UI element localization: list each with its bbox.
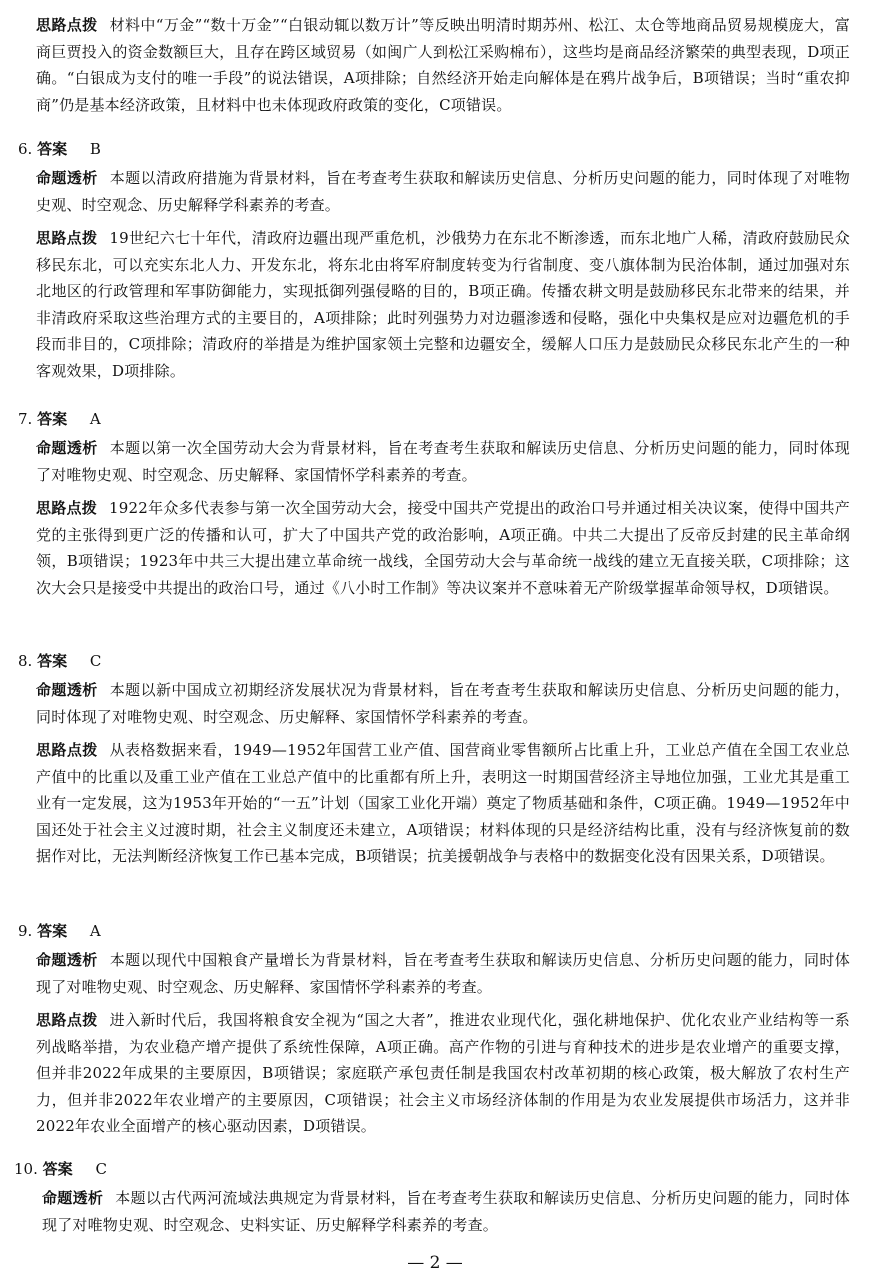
section-label: 思路点拨 (36, 1011, 98, 1029)
paragraph-text: 从表格数据来看，1949—1952年国营工业产值、国营商业零售额所占比重上升，工业总产值在全国工农业总产值中的比重以及重工业产值在工业总产值中的比重都有所上升，表明这一时期国营经济主导地位加强，工业尤其是重工业有一定发展，这为1953年开始的“一五”计划（国家工业化开端）奠定了物质基础和条件，C项正确。1949—1952年中国还处于社会主义过渡时期，社会主义制度还未建立，A项错误；材料体现的只是经济结构比重，没有与经济恢复前的数据作对比，无法判断经济恢复工作已基本完成，B项错误；抗美援朝战争与表格中的数据变化没有因果关系，D项错误。 (36, 741, 850, 865)
section-label: 命题透析 (36, 439, 98, 457)
analysis-paragraph (42, 1185, 850, 1238)
answer-value: B (89, 140, 101, 158)
answer-line (18, 406, 101, 432)
question-number: 10. (14, 1160, 38, 1178)
section-label: 思路点拨 (36, 229, 98, 247)
question-number: 7. (18, 410, 33, 428)
section-label: 命题透析 (36, 951, 98, 969)
section-label: 命题透析 (42, 1189, 104, 1207)
answer-line (18, 648, 101, 674)
analysis-paragraph (36, 1007, 850, 1140)
section-label: 思路点拨 (36, 499, 98, 517)
answer-label: 答案 (37, 410, 68, 428)
analysis-paragraph (36, 947, 850, 1000)
analysis-paragraph (36, 435, 850, 488)
analysis-paragraph (36, 165, 850, 218)
answer-value: A (89, 410, 101, 428)
analysis-paragraph (36, 12, 850, 118)
answer-value: A (89, 922, 101, 940)
paragraph-text: 1922年众多代表参与第一次全国劳动大会，接受中国共产党提出的政治口号并通过相关决议案，使得中国共产党的主张得到更广泛的传播和认可，扩大了中国共产党的政治影响，A项正确。中共二大提出了反帝反封建的民主革命纲领，B项错误；1923年中共三大提出建立革命统一战线，全国劳动大会与革命统一战线的建立无直接关联，C项排除；这次大会只是接受中共提出的政治口号，通过《八小时工作制》等决议案并不意味着无产阶级掌握革命领导权，D项错误。 (36, 499, 850, 597)
paragraph-text: 本题以新中国成立初期经济发展状况为背景材料，旨在考查考生获取和解读历史信息、分析历史问题的能力，同时体现了对唯物史观、时空观念、历史解释、家国情怀学科素养的考查。 (36, 681, 850, 726)
paragraph-text: 材料中“万金”“数十万金”“白银动辄以数万计”等反映出明清时期苏州、松江、太仓等地商品贸易规模庞大，富商巨贾投入的资金数额巨大，且存在跨区域贸易（如闽广人到松江采购棉布），这些均是商品经济繁荣的典型表现，D项正确。“白银成为支付的唯一手段”的说法错误，A项排除；自然经济开始走向解体是在鸦片战争后，B项错误；当时“重农抑商”仍是基本经济政策，且材料中也未体现政府政策的变化，C项错误。 (36, 16, 850, 114)
answer-label: 答案 (37, 140, 68, 158)
paragraph-text: 进入新时代后，我国将粮食安全视为“国之大者”，推进农业现代化，强化耕地保护、优化农业产业结构等一系列战略举措，为农业稳产增产提供了系统性保障，A项正确。高产作物的引进与育种技术的进步是农业增产的重要支撑，但并非2022年成果的主要原因，B项错误；家庭联产承包责任制是我国农村改革初期的核心政策，极大解放了农村生产力，但并非2022年农业增产的主要原因，C项错误；社会主义市场经济体制的作用是为农业发展提供市场活力，这并非2022年农业全面增产的核心驱动因素，D项错误。 (36, 1011, 850, 1135)
answer-line (14, 1156, 107, 1182)
page-number: — 2 — (407, 1253, 463, 1273)
answer-line (18, 918, 101, 944)
analysis-paragraph (36, 225, 850, 384)
paragraph-text: 本题以现代中国粮食产量增长为背景材料，旨在考查考生获取和解读历史信息、分析历史问题的能力，同时体现了对唯物史观、时空观念、历史解释、家国情怀学科素养的考查。 (36, 951, 850, 996)
section-label: 命题透析 (36, 681, 98, 699)
paragraph-text: 19世纪六七十年代，清政府边疆出现严重危机，沙俄势力在东北不断渗透，而东北地广人稀，清政府鼓励民众移民东北，可以充实东北人力、开发东北，将东北由将军府制度转变为行省制度、变八旗体制为民治体制，通过加强对东北地区的行政管理和军事防御能力，实现抵御列强侵略的目的，B项正确。传播农耕文明是鼓励移民东北带来的结果，并非清政府采取这些治理方式的主要目的，A项排除；此时列强势力对边疆渗透和侵略，强化中央集权是应对边疆危机的手段而非目的，C项排除；清政府的举措是为维护国家领土完整和边疆安全，缓解人口压力是鼓励民众移民东北产生的一种客观效果，D项排除。 (36, 229, 850, 380)
question-number: 9. (18, 922, 33, 940)
answer-line (18, 136, 101, 162)
analysis-paragraph (36, 737, 850, 870)
question-number: 6. (18, 140, 33, 158)
paragraph-text: 本题以古代两河流域法典规定为背景材料，旨在考查考生获取和解读历史信息、分析历史问题的能力，同时体现了对唯物史观、时空观念、史料实证、历史解释学科素养的考查。 (42, 1189, 850, 1234)
section-label: 命题透析 (36, 169, 98, 187)
analysis-paragraph (36, 495, 850, 601)
answer-value: C (89, 652, 102, 670)
answer-label: 答案 (37, 922, 68, 940)
analysis-paragraph (36, 677, 850, 730)
paragraph-text: 本题以第一次全国劳动大会为背景材料，旨在考查考生获取和解读历史信息、分析历史问题的能力，同时体现了对唯物史观、时空观念、历史解释、家国情怀学科素养的考查。 (36, 439, 850, 484)
section-label: 思路点拨 (36, 741, 98, 759)
question-number: 8. (18, 652, 33, 670)
paragraph-text: 本题以清政府措施为背景材料，旨在考查考生获取和解读历史信息、分析历史问题的能力，同时体现了对唯物史观、时空观念、历史解释学科素养的考查。 (36, 169, 850, 214)
answer-value: C (95, 1160, 107, 1178)
answer-label: 答案 (37, 652, 68, 670)
section-label: 思路点拨 (36, 16, 98, 34)
answer-label: 答案 (42, 1160, 73, 1178)
